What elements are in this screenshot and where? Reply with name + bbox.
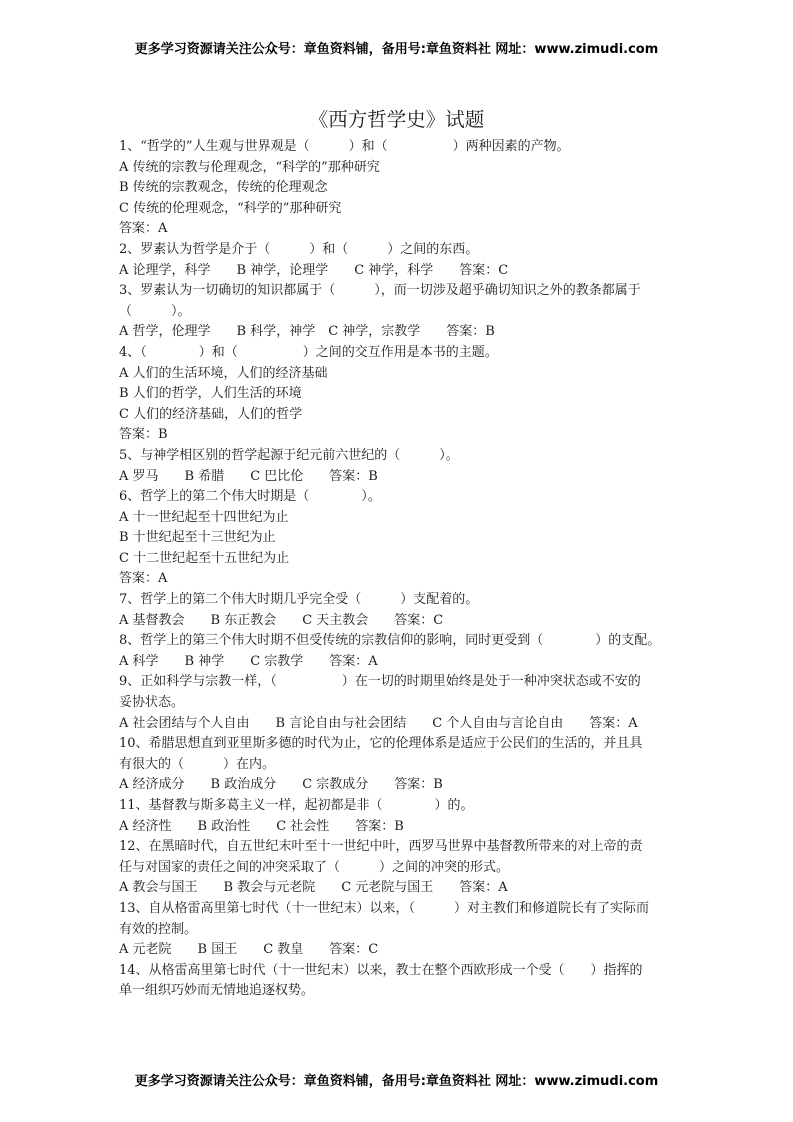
text-line: 9、正如科学与宗教一样，（ ）在一切的时期里始终是处于一种冲突状态或不安的 — [119, 674, 641, 690]
text-line: 答案：A — [119, 221, 168, 237]
text-line: 8、哲学上的第三个伟大时期不但受传统的宗教信仰的影响，同时更受到（ ）的支配。 — [119, 633, 661, 649]
question-list — [119, 137, 684, 1002]
text-line: A 基督教会 B 东正教会 C 天主教会 答案：C — [119, 612, 444, 628]
text-line: B 人们的哲学，人们生活的环境 — [119, 386, 302, 402]
text-line: 11、基督教与斯多葛主义一样，起初都是非（ ）的。 — [119, 798, 474, 813]
text-line: 6、哲学上的第二个伟大时期是（ ）。 — [119, 489, 381, 505]
text-line: A 社会团结与个人自由 B 言论自由与社会团结 C 个人自由与言论自由 答案：A — [119, 715, 638, 731]
text-line: C 人们的经济基础，人们的哲学 — [119, 406, 303, 422]
text-line: 答案：A — [119, 571, 168, 587]
text-line: A 元老院 B 国王 C 教皇 答案：C — [119, 942, 379, 958]
text-line: 2、罗素认为哲学是介于（ ）和（ ）之间的东西。 — [119, 241, 479, 257]
document-title: 《西方哲学史》试题 — [308, 108, 485, 131]
text-line: 10、希腊思想直到亚里斯多德的时代为止，它的伦理体系是适应于公民们的生活的，并且具 — [119, 736, 643, 752]
text-line: 4、（ ）和（ ）之间的交互作用是本书的主题。 — [119, 344, 498, 360]
text-line: 任与对国家的责任之间的冲突采取了（ ）之间的冲突的形式。 — [119, 859, 510, 875]
text-line: A 传统的宗教与伦理观念，“科学的”那种研究 — [119, 159, 380, 175]
text-line: 有很大的（ ）在内。 — [119, 756, 276, 772]
header-banner: 更多学习资源请关注公众号：章鱼资料铺，备用号:章鱼资料社 网址：www.zimudi.com — [134, 42, 659, 57]
text-line: 14、从格雷高里第七时代（十一世纪末）以来，教士在整个西欧形成一个受（ ）指挥的 — [119, 962, 643, 978]
text-line: C 传统的伦理观念，“科学的”那种研究 — [119, 200, 342, 216]
text-line: A 经济成分 B 政治成分 C 宗教成分 答案：B — [119, 777, 443, 793]
text-line: 3、罗素认为一切确切的知识都属于（ ），而一切涉及超乎确切知识之外的教条都属于 — [119, 283, 641, 299]
text-line: A 十一世纪起至十四世纪为止 — [119, 509, 289, 525]
text-line: （ ）。 — [119, 303, 191, 319]
text-line: A 论理学，科学 B 神学，论理学 C 神学，科学 答案：C — [119, 262, 509, 278]
text-line: 12、在黑暗时代，自五世纪末叶至十一世纪中叶，西罗马世界中基督教所带来的对上帝的责 — [119, 839, 643, 855]
text-line: A 教会与国王 B 教会与元老院 C 元老院与国王 答案：A — [119, 880, 508, 896]
text-line: 5、与神学相区别的哲学起源于纪元前六世纪的（ ）。 — [119, 447, 459, 463]
text-line: 7、哲学上的第二个伟大时期几乎完全受（ ）支配着的。 — [119, 592, 479, 608]
text-line: 妥协状态。 — [119, 695, 185, 711]
text-line: B 十世纪起至十三世纪为止 — [119, 530, 276, 546]
text-line: 1、“哲学的”人生观与世界观是（ ）和（ ）两种因素的产物。 — [119, 139, 570, 154]
text-line: 有效的控制。 — [119, 921, 198, 937]
text-line: A 科学 B 神学 C 宗教学 答案：A — [119, 653, 378, 669]
text-line: 答案：B — [119, 427, 168, 443]
text-line: 单一组织巧妙而无情地追逐权势。 — [119, 983, 315, 999]
text-line: B 传统的宗教观念，传统的伦理观念 — [119, 180, 328, 196]
footer-banner: 更多学习资源请关注公众号：章鱼资料铺，备用号:章鱼资料社 网址：www.zimudi.com — [134, 1074, 659, 1089]
text-line: A 人们的生活环境，人们的经济基础 — [119, 365, 328, 381]
text-line: A 哲学，伦理学 B 科学，神学 C 神学，宗教学 答案：B — [119, 324, 495, 340]
text-line: 13、自从格雷高里第七时代（十一世纪末）以来，（ ）对主教们和修道院长有了实际而 — [119, 900, 650, 916]
text-line: A 经济性 B 政治性 C 社会性 答案：B — [119, 818, 404, 834]
text-line: A 罗马 B 希腊 C 巴比伦 答案：B — [119, 468, 378, 484]
text-line: C 十二世纪起至十五世纪为止 — [119, 550, 290, 566]
